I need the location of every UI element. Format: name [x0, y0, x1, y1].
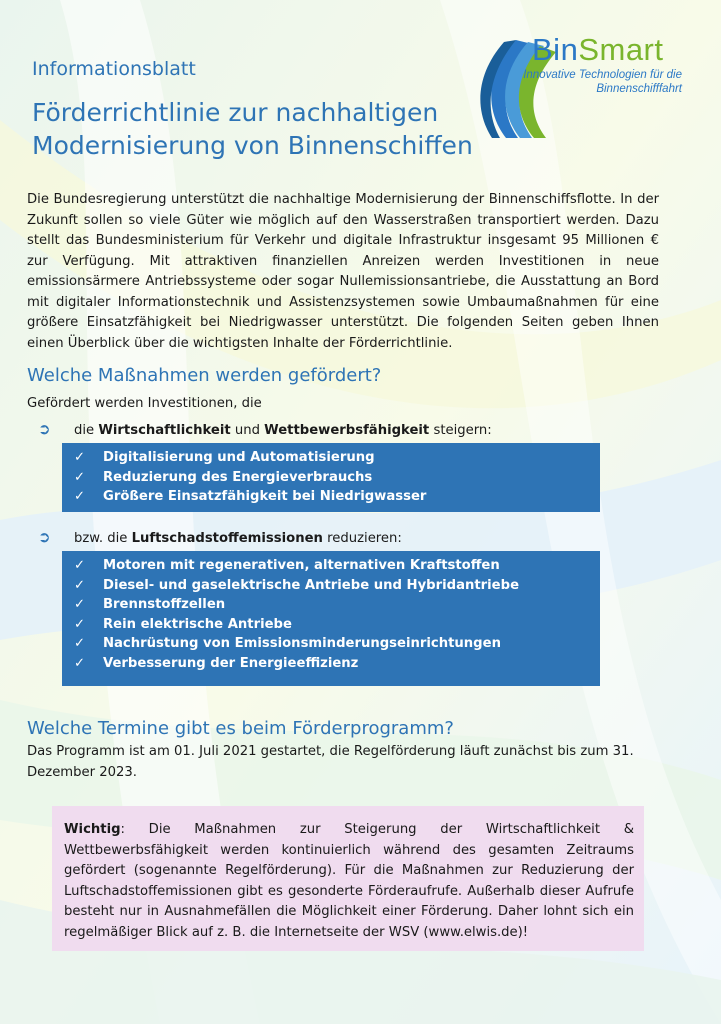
check-icon: ✓ [74, 558, 86, 573]
measures-group2-box [62, 551, 600, 686]
list-item-label: Rein elektrische Antriebe [103, 616, 292, 632]
logo-wordmark [532, 32, 664, 68]
page-title: Förderrichtlinie zur nachhaltigen Modernisierung von Binnenschiffen [32, 98, 473, 160]
important-note-box [52, 806, 644, 951]
list-item [74, 487, 600, 507]
list-item-label: Motoren mit regenerativen, alternativen Kraftstoffen [103, 558, 500, 573]
important-note-text: : Die Maßnahmen zur Steigerung der Wirtschaftlichkeit & Wettbewerbsfähigkeit werden kontinuierlich während des gesamten Zeitraums gefördert (sogenannte Regelförderung). Für die Maßnahmen zur Reduzierung der Luftschadstoffemissionen gibt es gesonderte Förderaufrufe. Außerhalb dieser Aufrufe besteht nur in Ausnahmefällen die Möglichkeit einer Förderung. Daher lohnt sich ein regelmäßiger Blick auf z. B. die Internetseite der WSV (www.elwis.de)! [64, 822, 634, 940]
measures-group1-intro [38, 420, 492, 438]
measures-heading: Welche Maßnahmen werden gefördert? [27, 365, 382, 386]
logo-tagline: Innovative Technologien für die Binnenschifffahrt [523, 69, 682, 95]
list-item [74, 576, 600, 596]
group1-post: steigern: [429, 423, 492, 438]
logo-wordmark-bin: Bin [532, 32, 579, 67]
list-item-label: Reduzierung des Energieverbrauchs [103, 469, 373, 485]
measures-lead: Gefördert werden Investitionen, die [27, 396, 262, 411]
list-item-label: Verbesserung der Energieeffizienz [103, 655, 359, 671]
document-type-label: Informationsblatt [32, 58, 196, 80]
important-note-label: Wichtig [64, 822, 121, 837]
list-item [74, 654, 600, 674]
measures-group2-intro [38, 528, 402, 546]
arrow-bullet-icon: ➲ [38, 420, 51, 438]
group2-post: reduzieren: [322, 531, 402, 546]
check-icon: ✓ [74, 489, 86, 504]
logo-wordmark-smart: Smart [578, 32, 664, 67]
group1-mid: und [230, 423, 265, 438]
list-item-label: Nachrüstung von Emissionsminderungseinrichtungen [103, 636, 501, 651]
list-item-label: Brennstoffzellen [103, 597, 226, 612]
group1-pre: die [74, 423, 99, 438]
list-item [74, 468, 600, 488]
list-item-label: Digitalisierung und Automatisierung [103, 450, 375, 465]
check-icon: ✓ [74, 469, 86, 485]
arrow-bullet-icon: ➲ [38, 528, 51, 546]
group1-bold-economy: Wirtschaftlichkeit [98, 423, 231, 438]
dates-paragraph: Das Programm ist am 01. Juli 2021 gestartet, die Regelförderung läuft zunächst bis zum 31. Dezember 2023. [27, 744, 634, 780]
group2-bold-emissions: Luftschadstoffemissionen [131, 531, 323, 546]
list-item [74, 448, 600, 468]
check-icon: ✓ [74, 450, 86, 465]
list-item [74, 556, 600, 576]
list-item [74, 595, 600, 615]
group1-bold-competitiveness: Wettbewerbsfähigkeit [264, 423, 430, 438]
binsmart-logo [476, 30, 706, 140]
measures-group1-box [62, 443, 600, 512]
check-icon: ✓ [74, 655, 86, 671]
list-item-label: Größere Einsatzfähigkeit bei Niedrigwasser [103, 489, 427, 504]
check-icon: ✓ [74, 636, 86, 651]
list-item [74, 634, 600, 654]
check-icon: ✓ [74, 616, 86, 632]
list-item-label: Diesel- und gaselektrische Antriebe und Hybridantriebe [103, 577, 520, 593]
intro-paragraph: Die Bundesregierung unterstützt die nachhaltige Modernisierung der Binnenschiffsflotte. In der Zukunft sollen so viele Güter wie möglich auf den Wasserstraßen transportiert werden. Dazu stellt das Bundesministerium für Verkehr und digitale Infrastruktur insgesamt 95 Millionen € zur Verfügung. Mit attraktiven finanziellen Anreizen werden Investitionen in neue emissionsärmere Antriebssysteme oder sogar Nullemissionsantriebe, die Ausstattung an Bord mit digitaler Informationstechnik und Assistenzsystemen sowie Umbaumaßnahmen für eine größere Einsatzfähigkeit bei Niedrigwasser unterstützt. Die folgenden Seiten geben Ihnen einen Überblick über die wichtigsten Inhalte der Förderrichtlinie. [27, 192, 659, 351]
group2-pre: bzw. die [74, 531, 132, 546]
check-icon: ✓ [74, 597, 86, 612]
check-icon: ✓ [74, 577, 86, 593]
list-item [74, 615, 600, 635]
dates-heading: Welche Termine gibt es beim Förderprogramm? [27, 718, 454, 739]
